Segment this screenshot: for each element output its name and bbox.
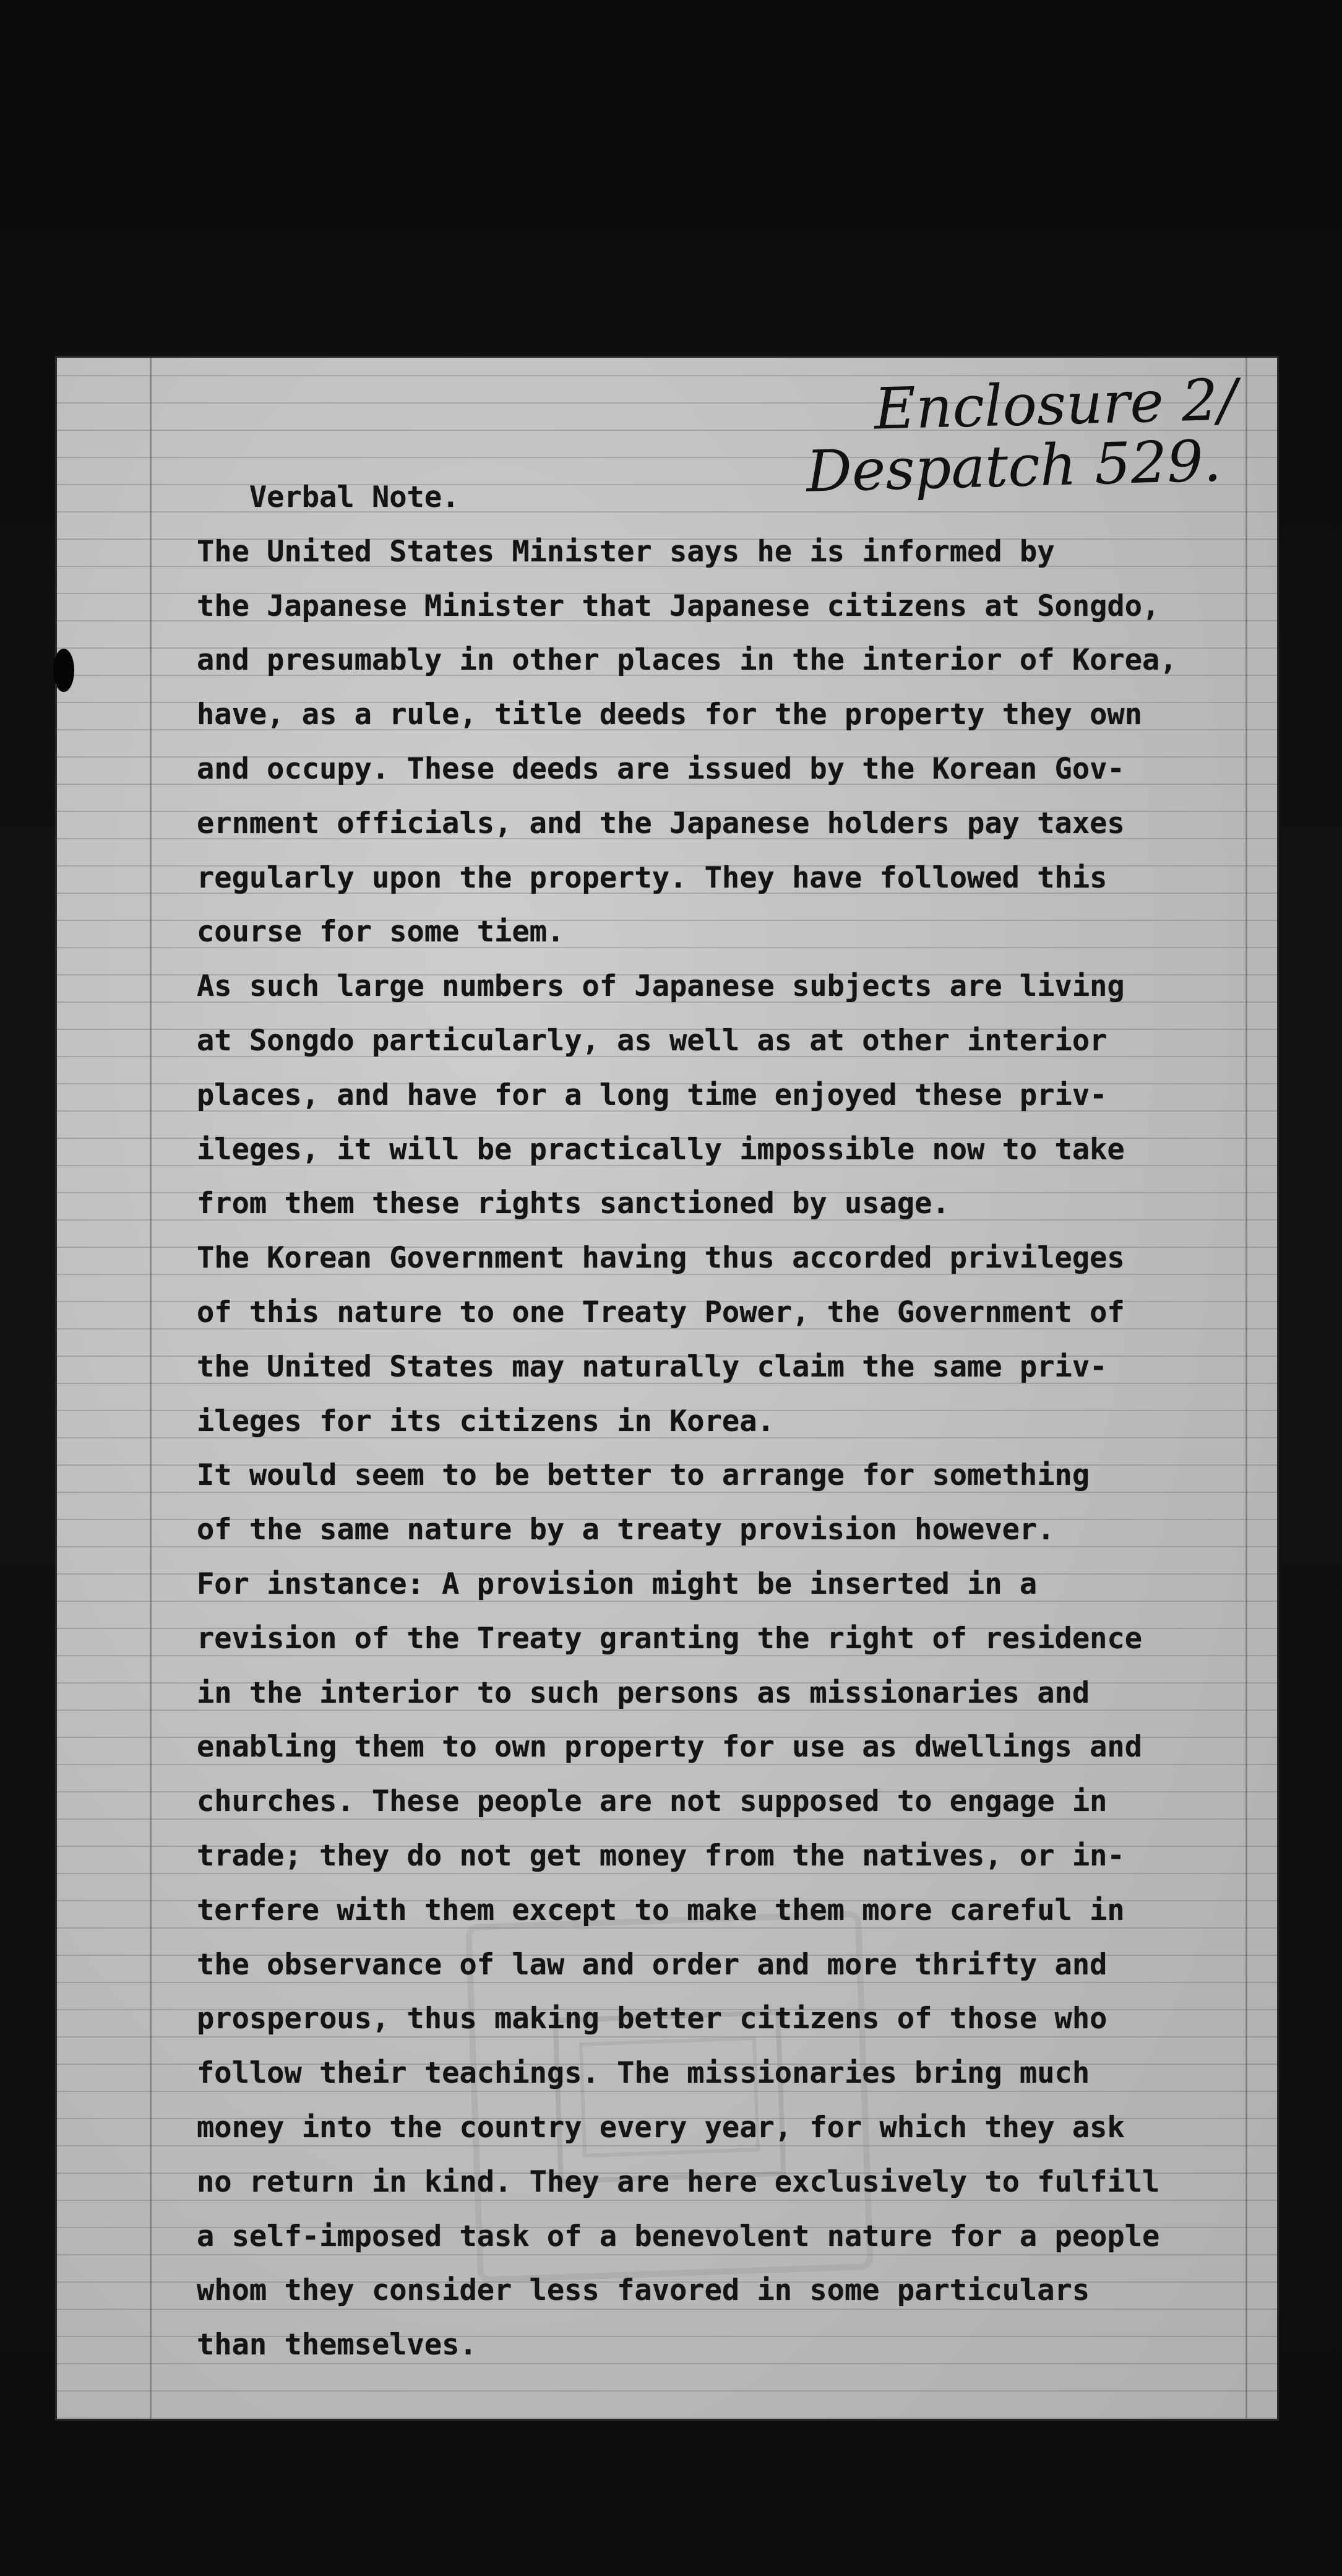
text-line: terfere with them except to make them more careful in [197,1893,1125,1927]
text-line: The Korean Government having thus accorded privileges [197,1241,1125,1276]
text-line: have, as a rule, title deeds for the property they own [197,698,1143,732]
text-line: than themselves. [197,2328,477,2362]
text-line: places, and have for a long time enjoyed these priv- [197,1078,1108,1112]
handwritten-annotation-enclosure: Enclosure 2/ [873,366,1238,443]
text-line: in the interior to such persons as missionaries and [197,1675,1090,1710]
text-line: For instance: A provision might be inserted in a [197,1567,1038,1601]
text-line: and presumably in other places in the interior of Korea, [197,643,1177,678]
binder-hole [53,649,74,692]
text-line: enabling them to own property for use as dwellings and [197,1730,1143,1765]
text-line: the observance of law and order and more thrifty and [197,1947,1108,1982]
text-line: the United States may naturally claim the same priv- [197,1349,1108,1384]
text-line: at Songdo particularly, as well as at other interior [197,1023,1108,1058]
text-line: It would seem to be better to arrange for something [197,1458,1090,1493]
text-line: money into the country every year, for which they ask [197,2110,1125,2145]
document-heading: Verbal Note. [197,480,460,514]
typed-document-body [197,470,1298,2372]
text-line: the Japanese Minister that Japanese citizens at Songdo, [197,589,1160,623]
text-line: of the same nature by a treaty provision however. [197,1513,1055,1547]
text-line: and occupy. These deeds are issued by the Korean Gov- [197,751,1125,786]
handwritten-annotation-despatch: Despatch 529. [805,428,1223,505]
text-line: churches. These people are not supposed to engage in [197,1784,1108,1819]
text-line: follow their teachings. The missionaries bring much [197,2056,1090,2091]
text-line: ernment officials, and the Japanese holders pay taxes [197,806,1125,841]
text-line: regularly upon the property. They have followed this [197,860,1108,895]
text-line: revision of the Treaty granting the right of residence [197,1621,1143,1656]
text-line: from them these rights sanctioned by usage. [197,1186,950,1221]
text-line: of this nature to one Treaty Power, the Government of [197,1295,1125,1329]
text-line: course for some tiem. [197,915,565,949]
text-line: prosperous, thus making better citizens of those who [197,2002,1108,2036]
text-line: ileges, it will be practically impossible now to take [197,1132,1125,1167]
text-line: a self-imposed task of a benevolent nature for a people [197,2219,1160,2254]
text-line: no return in kind. They are here exclusively to fulfill [197,2164,1160,2199]
text-line: whom they consider less favored in some particulars [197,2273,1090,2308]
text-line: The United States Minister says he is informed by [197,534,1055,569]
text-line: ileges for its citizens in Korea. [197,1404,775,1438]
text-line: trade; they do not get money from the natives, or in- [197,1838,1125,1873]
text-line: As such large numbers of Japanese subjects are living [197,969,1125,1004]
left-margin-rule [150,358,152,2419]
